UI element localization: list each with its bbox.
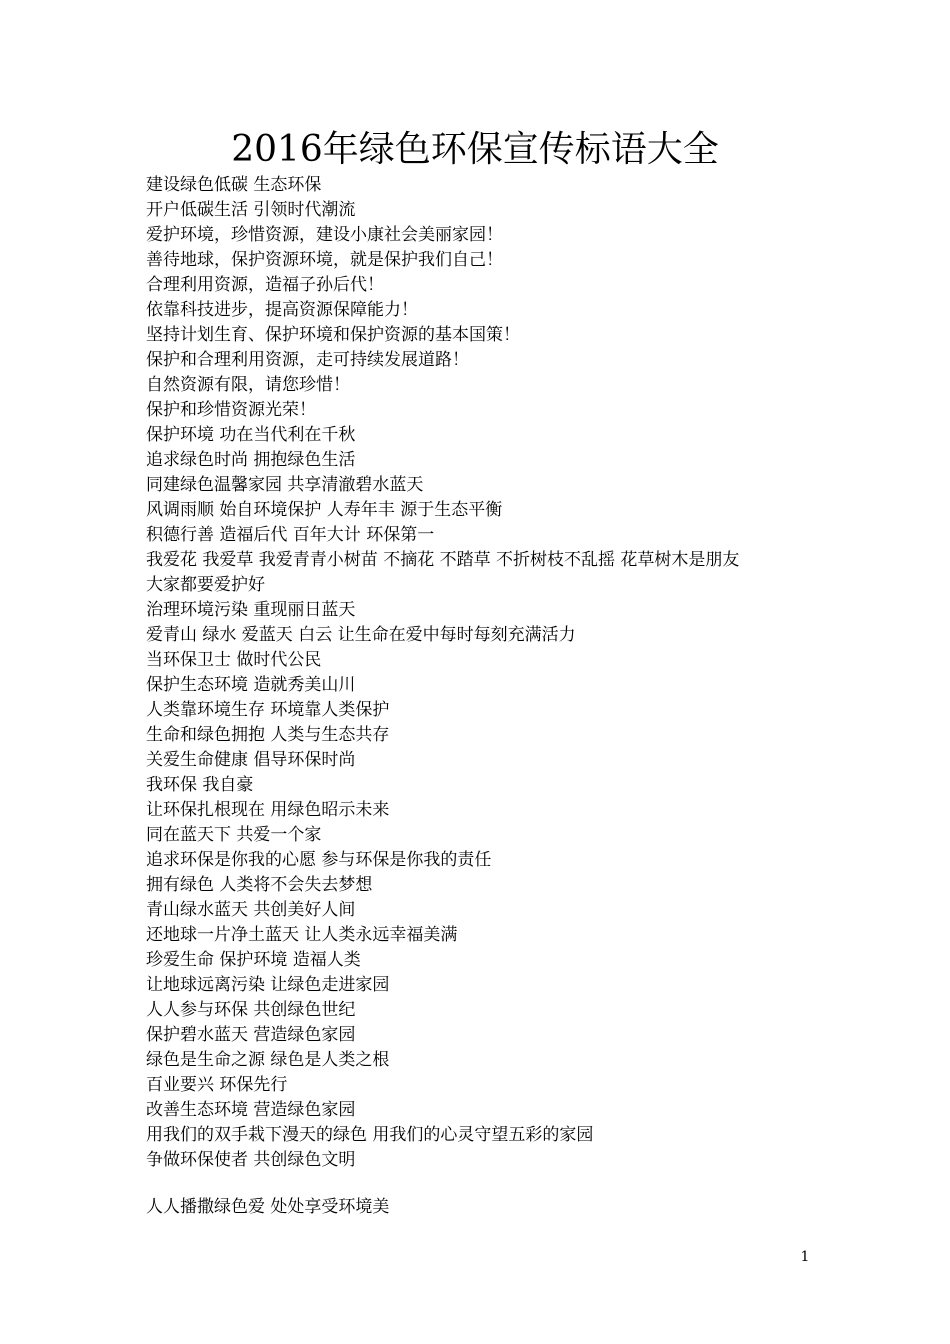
slogan-line: 关爱生命健康 倡导环保时尚	[146, 750, 356, 770]
slogan-line: 合理利用资源，造福子孙后代！	[146, 275, 384, 295]
slogan-line: 保护和珍惜资源光荣！	[146, 400, 316, 420]
slogan-line: 青山绿水蓝天 共创美好人间	[146, 900, 356, 920]
slogan-line: 让环保扎根现在 用绿色昭示未来	[146, 800, 390, 820]
slogan-line: 善待地球，保护资源环境，就是保护我们自己！	[146, 250, 503, 270]
slogan-line: 保护环境 功在当代利在千秋	[146, 425, 356, 445]
slogan-line: 改善生态环境 营造绿色家园	[146, 1100, 356, 1120]
slogan-line: 坚持计划生育、保护环境和保护资源的基本国策！	[146, 325, 520, 345]
slogan-line: 百业要兴 环保先行	[146, 1075, 288, 1095]
slogan-line: 我爱花 我爱草 我爱青青小树苗 不摘花 不踏草 不折树枝不乱摇 花草树木是朋友	[146, 550, 740, 570]
document-title: 2016年绿色环保宣传标语大全	[231, 129, 719, 170]
slogan-line: 开户低碳生活 引领时代潮流	[146, 200, 356, 220]
slogan-line: 建设绿色低碳 生态环保	[146, 175, 322, 195]
slogan-line: 追求绿色时尚 拥抱绿色生活	[146, 450, 356, 470]
slogan-line: 还地球一片净土蓝天 让人类永远幸福美满	[146, 925, 458, 945]
slogan-line: 治理环境污染 重现丽日蓝天	[146, 600, 356, 620]
slogan-line: 风调雨顺 始自环境保护 人寿年丰 源于生态平衡	[146, 500, 503, 520]
slogan-line: 珍爱生命 保护环境 造福人类	[146, 950, 361, 970]
slogan-line: 保护和合理利用资源，走可持续发展道路！	[146, 350, 469, 370]
slogan-line: 同在蓝天下 共爱一个家	[146, 825, 322, 845]
slogan-line: 爱青山 绿水 爱蓝天 白云 让生命在爱中每时每刻充满活力	[146, 625, 576, 645]
slogan-line: 用我们的双手栽下漫天的绿色 用我们的心灵守望五彩的家园	[146, 1125, 594, 1145]
slogan-line: 爱护环境，珍惜资源，建设小康社会美丽家园！	[146, 225, 503, 245]
slogan-line: 争做环保使者 共创绿色文明	[146, 1150, 356, 1170]
slogan-line: 大家都要爱护好	[146, 575, 265, 595]
slogan-line: 当环保卫士 做时代公民	[146, 650, 322, 670]
slogan-line: 追求环保是你我的心愿 参与环保是你我的责任	[146, 850, 492, 870]
slogan-line: 自然资源有限，请您珍惜！	[146, 375, 350, 395]
slogan-line: 人类靠环境生存 环境靠人类保护	[146, 700, 390, 720]
slogan-line: 依靠科技进步，提高资源保障能力！	[146, 300, 418, 320]
slogan-line: 保护碧水蓝天 营造绿色家园	[146, 1025, 356, 1045]
slogan-line: 积德行善 造福后代 百年大计 环保第一	[146, 525, 435, 545]
slogan-line-after-gap: 人人播撒绿色爱 处处享受环境美	[146, 1197, 390, 1217]
slogan-line: 生命和绿色拥抱 人类与生态共存	[146, 725, 390, 745]
slogan-line: 拥有绿色 人类将不会失去梦想	[146, 875, 373, 895]
slogan-line: 保护生态环境 造就秀美山川	[146, 675, 356, 695]
slogan-line: 我环保 我自豪	[146, 775, 254, 795]
slogan-list	[146, 173, 846, 1173]
slogan-line: 绿色是生命之源 绿色是人类之根	[146, 1050, 390, 1070]
slogan-line: 同建绿色温馨家园 共享清澈碧水蓝天	[146, 475, 424, 495]
slogan-line: 人人参与环保 共创绿色世纪	[146, 1000, 356, 1020]
slogan-line: 让地球远离污染 让绿色走进家园	[146, 975, 390, 995]
page-number: 1	[800, 1249, 810, 1265]
